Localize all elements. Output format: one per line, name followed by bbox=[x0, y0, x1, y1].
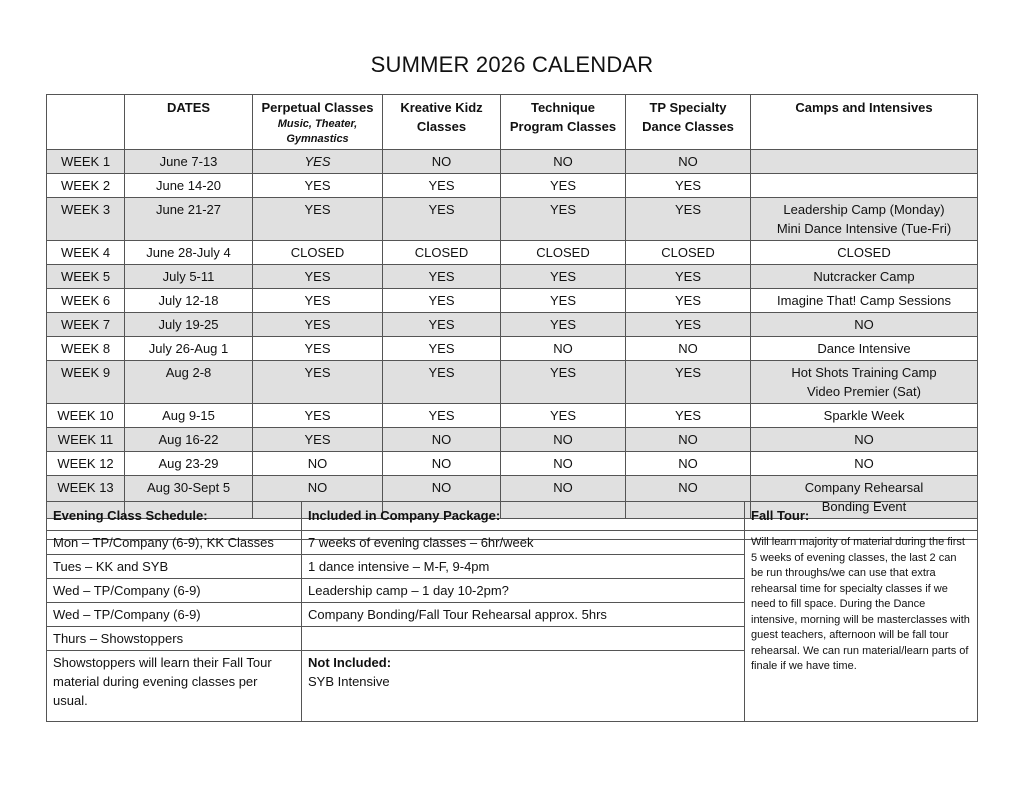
camps-line-2: Bonding Event bbox=[821, 499, 907, 514]
cell-technique: YES bbox=[501, 361, 626, 404]
cell-week: WEEK 7 bbox=[47, 313, 125, 337]
calendar-row bbox=[47, 265, 978, 289]
cell-technique: NO bbox=[501, 428, 626, 452]
cell-perpetual: YES bbox=[253, 404, 383, 428]
cell-technique: NO bbox=[501, 452, 626, 476]
cell-technique: YES bbox=[501, 289, 626, 313]
cell-kreative: YES bbox=[383, 361, 501, 404]
cell-camps bbox=[751, 428, 978, 452]
calendar-row bbox=[47, 361, 978, 404]
cell-camps bbox=[751, 198, 978, 241]
package-item: Leadership camp – 1 day 10-2pm? bbox=[302, 579, 745, 603]
cell-camps bbox=[751, 361, 978, 404]
camps-line-1: Nutcracker Camp bbox=[813, 269, 915, 284]
cell-perpetual: CLOSED bbox=[253, 241, 383, 265]
package-item: Company Bonding/Fall Tour Rehearsal approx. 5hrs bbox=[302, 603, 745, 627]
evening-item: Tues – KK and SYB bbox=[47, 555, 302, 579]
cell-technique: YES bbox=[501, 174, 626, 198]
cell-specialty: YES bbox=[626, 265, 751, 289]
camps-line-1: Imagine That! Camp Sessions bbox=[777, 293, 951, 308]
camps-line-1: Company Rehearsal bbox=[804, 480, 924, 495]
cell-camps bbox=[751, 289, 978, 313]
cell-dates: June 7-13 bbox=[125, 150, 253, 174]
header-specialty: TP Specialty Dance Classes bbox=[626, 95, 751, 150]
header-kreative: Kreative Kidz Classes bbox=[383, 95, 501, 150]
camps-line-1: NO bbox=[854, 432, 874, 447]
evening-item: Wed – TP/Company (6-9) bbox=[47, 579, 302, 603]
evening-item: Mon – TP/Company (6-9), KK Classes bbox=[47, 531, 302, 555]
cell-specialty: YES bbox=[626, 174, 751, 198]
header-dates: DATES bbox=[125, 95, 253, 150]
camps-line-2: Mini Dance Intensive (Tue-Fri) bbox=[776, 221, 952, 236]
cell-perpetual: YES bbox=[253, 289, 383, 313]
cell-kreative: NO bbox=[383, 452, 501, 476]
cell-technique: YES bbox=[501, 313, 626, 337]
package-item: 7 weeks of evening classes – 6hr/week bbox=[302, 531, 745, 555]
cell-perpetual: YES bbox=[253, 265, 383, 289]
cell-perpetual: YES bbox=[253, 174, 383, 198]
cell-technique: YES bbox=[501, 404, 626, 428]
cell-kreative: YES bbox=[383, 313, 501, 337]
calendar-row bbox=[47, 150, 978, 174]
page-title: SUMMER 2026 CALENDAR bbox=[370, 52, 654, 77]
cell-camps bbox=[751, 313, 978, 337]
cell-perpetual: YES bbox=[253, 150, 383, 174]
cell-week: WEEK 8 bbox=[47, 337, 125, 361]
cell-dates: Aug 16-22 bbox=[125, 428, 253, 452]
cell-kreative: NO bbox=[383, 476, 501, 519]
cell-perpetual: NO bbox=[253, 476, 383, 519]
cell-week: WEEK 3 bbox=[47, 198, 125, 241]
cell-dates: Aug 23-29 bbox=[125, 452, 253, 476]
cell-camps bbox=[751, 174, 978, 198]
calendar-row bbox=[47, 452, 978, 476]
cell-specialty: YES bbox=[626, 313, 751, 337]
cell-dates: July 26-Aug 1 bbox=[125, 337, 253, 361]
cell-camps bbox=[751, 337, 978, 361]
cell-camps bbox=[751, 404, 978, 428]
cell-specialty: NO bbox=[626, 150, 751, 174]
evening-item: Thurs – Showstoppers bbox=[47, 627, 302, 651]
cell-specialty: NO bbox=[626, 452, 751, 476]
cell-kreative: YES bbox=[383, 265, 501, 289]
cell-camps bbox=[751, 265, 978, 289]
header-perpetual bbox=[253, 95, 383, 150]
cell-specialty: NO bbox=[626, 337, 751, 361]
cell-perpetual: YES bbox=[253, 361, 383, 404]
calendar-row bbox=[47, 428, 978, 452]
calendar-row bbox=[47, 404, 978, 428]
calendar-row bbox=[47, 337, 978, 361]
header-camps: Camps and Intensives bbox=[751, 95, 978, 150]
cell-week: WEEK 4 bbox=[47, 241, 125, 265]
camps-line-1: Leadership Camp (Monday) bbox=[783, 202, 945, 217]
fall-tour-header: Fall Tour: bbox=[745, 502, 978, 531]
cell-specialty: CLOSED bbox=[626, 241, 751, 265]
cell-dates: Aug 9-15 bbox=[125, 404, 253, 428]
cell-perpetual: YES bbox=[253, 313, 383, 337]
not-included-item: SYB Intensive bbox=[308, 674, 390, 689]
cell-dates: July 12-18 bbox=[125, 289, 253, 313]
cell-kreative: YES bbox=[383, 174, 501, 198]
cell-technique: YES bbox=[501, 265, 626, 289]
cell-week: WEEK 12 bbox=[47, 452, 125, 476]
cell-technique: CLOSED bbox=[501, 241, 626, 265]
cell-kreative: YES bbox=[383, 337, 501, 361]
cell-dates: June 28-July 4 bbox=[125, 241, 253, 265]
evening-note: Showstoppers will learn their Fall Tour material during evening classes per usual. bbox=[47, 651, 302, 722]
not-included-label: Not Included: bbox=[308, 655, 392, 670]
cell-technique: NO bbox=[501, 150, 626, 174]
evening-schedule-header: Evening Class Schedule: bbox=[47, 502, 302, 531]
header-technique: Technique Program Classes bbox=[501, 95, 626, 150]
cell-specialty: NO bbox=[626, 428, 751, 452]
cell-specialty: YES bbox=[626, 404, 751, 428]
camps-line-2: Video Premier (Sat) bbox=[807, 384, 921, 399]
cell-kreative: YES bbox=[383, 404, 501, 428]
camps-line-1: CLOSED bbox=[837, 245, 891, 260]
camps-line-1: Sparkle Week bbox=[823, 408, 905, 423]
cell-dates: June 21-27 bbox=[125, 198, 253, 241]
package-item bbox=[302, 627, 745, 651]
cell-kreative: YES bbox=[383, 289, 501, 313]
cell-dates: Aug 30-Sept 5 bbox=[125, 476, 253, 519]
cell-perpetual: NO bbox=[253, 452, 383, 476]
not-included-cell bbox=[302, 651, 745, 722]
cell-camps bbox=[751, 150, 978, 174]
calendar-row bbox=[47, 289, 978, 313]
camps-line-1: Dance Intensive bbox=[817, 341, 911, 356]
header-week bbox=[47, 95, 125, 150]
calendar-row bbox=[47, 313, 978, 337]
company-package-header: Included in Company Package: bbox=[302, 502, 745, 531]
cell-week: WEEK 13 bbox=[47, 476, 125, 519]
header-perpetual-label: Perpetual Classes bbox=[261, 100, 374, 115]
cell-kreative: CLOSED bbox=[383, 241, 501, 265]
cell-specialty: YES bbox=[626, 361, 751, 404]
info-table bbox=[46, 501, 978, 722]
cell-week: WEEK 11 bbox=[47, 428, 125, 452]
package-item: 1 dance intensive – M-F, 9-4pm bbox=[302, 555, 745, 579]
cell-camps bbox=[751, 241, 978, 265]
evening-item: Wed – TP/Company (6-9) bbox=[47, 603, 302, 627]
cell-week: WEEK 6 bbox=[47, 289, 125, 313]
cell-week: WEEK 1 bbox=[47, 150, 125, 174]
cell-technique: NO bbox=[501, 337, 626, 361]
header-row bbox=[47, 95, 978, 150]
cell-specialty: YES bbox=[626, 289, 751, 313]
header-perpetual-subtitle: Music, Theater, Gymnastics bbox=[277, 118, 358, 145]
cell-kreative: NO bbox=[383, 150, 501, 174]
cell-perpetual: YES bbox=[253, 198, 383, 241]
camps-line-1: NO bbox=[854, 317, 874, 332]
summer-calendar-table bbox=[46, 94, 978, 540]
cell-dates: July 5-11 bbox=[125, 265, 253, 289]
cell-specialty: YES bbox=[626, 198, 751, 241]
cell-dates: June 14-20 bbox=[125, 174, 253, 198]
cell-technique: YES bbox=[501, 198, 626, 241]
calendar-row bbox=[47, 241, 978, 265]
cell-camps bbox=[751, 452, 978, 476]
cell-perpetual: YES bbox=[253, 428, 383, 452]
cell-week: WEEK 2 bbox=[47, 174, 125, 198]
cell-week: WEEK 10 bbox=[47, 404, 125, 428]
camps-line-1: NO bbox=[854, 456, 874, 471]
cell-technique: NO bbox=[501, 476, 626, 519]
cell-week: WEEK 9 bbox=[47, 361, 125, 404]
cell-dates: July 19-25 bbox=[125, 313, 253, 337]
cell-specialty: NO bbox=[626, 476, 751, 519]
calendar-row bbox=[47, 174, 978, 198]
cell-dates: Aug 2-8 bbox=[125, 361, 253, 404]
cell-kreative: NO bbox=[383, 428, 501, 452]
cell-week: WEEK 5 bbox=[47, 265, 125, 289]
camps-line-1: Hot Shots Training Camp bbox=[791, 365, 937, 380]
cell-kreative: YES bbox=[383, 198, 501, 241]
fall-tour-text: Will learn majority of material during the first 5 weeks of evening classes, the last 2 can be run throughs/we can use that extra rehearsal time for specialty classes if we need to fill space. During the Dance intensive, morning will be masterclasses with guest teachers, afternoon will be fall tour rehearsal. We can run material/learn parts of finale if we have time. bbox=[745, 531, 978, 722]
calendar-row bbox=[47, 198, 978, 241]
cell-perpetual: YES bbox=[253, 337, 383, 361]
